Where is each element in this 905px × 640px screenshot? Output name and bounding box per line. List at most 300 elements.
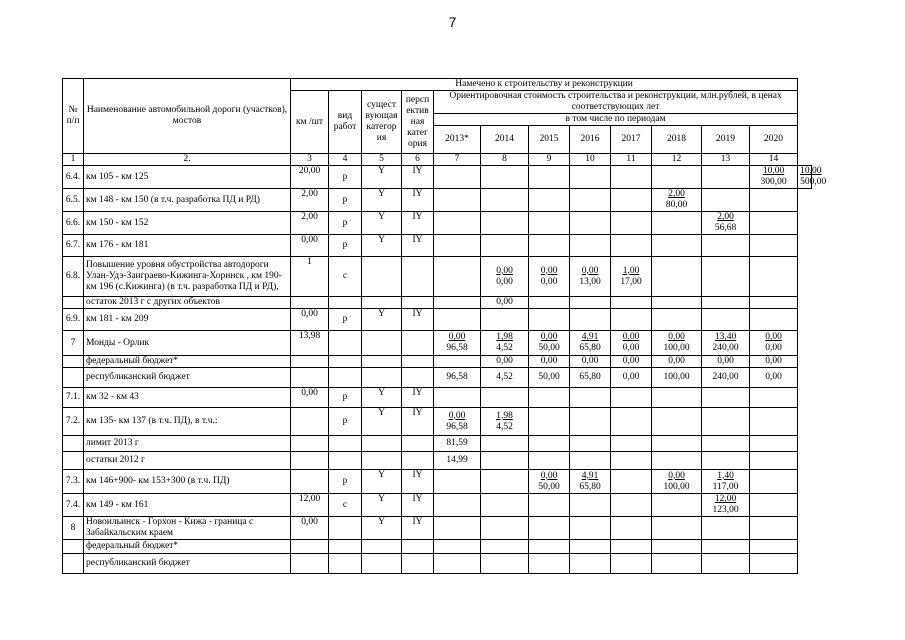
row-number: 6.9. [63,309,84,331]
cost-value: 2,00 [668,189,685,199]
row-name: км 146+900- км 153+300 (в т.ч. ПД) [84,470,291,494]
header-year: 2016 [570,126,611,154]
row-year-value [481,368,529,388]
table-row [63,309,812,331]
row-year-value [702,517,750,540]
row-year-value [750,189,798,212]
header-column-number: 7 [434,154,481,166]
row-name: км 150 - км 152 [84,212,291,235]
row-year-value [570,189,611,212]
row-year-value [750,517,798,540]
row-work-type [329,356,362,368]
cost-value: 1,98 [496,410,513,421]
row-km [291,554,329,574]
table-row [63,189,812,212]
row-year-value [570,408,611,436]
row-prospective-category [402,356,434,368]
row-year-value [529,166,570,189]
row-number: 7.3. [63,470,84,494]
row-year-value [570,356,611,368]
row-year-value [481,517,529,540]
row-year-value [702,388,750,408]
cost-value: 4,52 [496,421,513,432]
row-year-value [529,235,570,257]
cost-value: 0,00 [540,470,558,481]
row-year-value [702,309,750,331]
table-row [63,368,812,388]
row-year-value [481,166,529,189]
row-km: 0,00 [291,517,329,540]
row-year-value [570,436,611,452]
row-year-value [702,297,750,309]
cost-value: 0,00 [622,356,640,366]
header-column-number: 3 [291,154,329,166]
row-prospective-category: IY [402,388,434,408]
row-existing-category: Y [362,235,402,257]
row-year-value [570,212,611,235]
row-km: 20,00 [291,166,329,189]
row-km [291,356,329,368]
row-year-value [652,166,702,189]
row-year-value [529,436,570,452]
row-existing-category [362,368,402,388]
cost-value: 0,00 [668,332,685,342]
row-year-value [529,540,570,554]
header-column-number: 11 [611,154,652,166]
row-year-value [570,368,611,388]
row-year-value [529,388,570,408]
row-year-value [434,235,481,257]
row-year-value [798,166,827,189]
row-year-value [529,554,570,574]
row-name: федеральный бюджет* [84,356,291,368]
cost-value: 0,00 [540,276,558,287]
row-year-value [702,189,750,212]
row-existing-category [362,297,402,309]
row-year-value [529,368,570,388]
row-year-value [481,470,529,494]
row-prospective-category: IY [402,189,434,212]
row-year-value [750,166,798,189]
row-existing-category: Y [362,189,402,212]
row-prospective-category: IY [402,517,434,540]
cost-value: 500,00 [800,177,827,187]
row-name: остатки 2012 г [84,452,291,470]
header-column-number: 1 [63,154,84,166]
row-year-value [702,331,750,356]
row-year-value [702,554,750,574]
row-year-value [611,554,652,574]
row-work-type [329,331,362,356]
row-km: 0,00 [291,309,329,331]
row-existing-category [362,356,402,368]
row-year-value [652,388,702,408]
row-name: км 135- км 137 (в т.ч. ПД), в т.ч.: [84,408,291,436]
cost-value: 117,00 [712,481,739,492]
cost-value: 0,00 [717,356,734,366]
header-col-name: Наименование автомобильной дороги (участков), мостов [84,79,291,154]
row-work-type [329,297,362,309]
row-existing-category [362,540,402,554]
cost-value: 96,58 [446,372,468,382]
table-row [63,452,812,470]
row-year-value [529,517,570,540]
cost-value: 4,91 [581,470,599,481]
row-prospective-category [402,257,434,297]
row-existing-category [362,331,402,356]
row-prospective-category [402,540,434,554]
row-year-value [652,540,702,554]
cost-value: 0,00 [581,265,599,276]
table-row [63,212,812,235]
row-year-value [750,388,798,408]
table-row [63,331,812,356]
row-prospective-category [402,452,434,470]
table-row [63,166,812,189]
row-year-value [570,540,611,554]
cost-value: 0,00 [448,410,466,421]
row-year-value [702,470,750,494]
cost-value: 10,00 [800,166,822,176]
row-year-value [529,408,570,436]
row-year-value [570,235,611,257]
construction-plan-table [62,78,827,574]
table-row [63,554,812,574]
row-year-value [434,540,481,554]
cost-value: 1,40 [717,470,734,481]
row-existing-category: Y [362,494,402,517]
row-year-value [652,356,702,368]
row-year-value [481,189,529,212]
row-year-value [481,540,529,554]
table-row [63,436,812,452]
row-year-value [702,494,750,517]
table-row [63,517,812,540]
cost-value: 10,00 [762,166,785,176]
cost-value: 17,00 [620,276,642,287]
row-year-value [652,235,702,257]
row-year-value [611,408,652,436]
row-existing-category [362,554,402,574]
row-km [291,452,329,470]
row-year-value [529,494,570,517]
row-work-type: р [329,189,362,212]
row-name: Повышение уровня обустройства автодороги Улан-Удэ-Заиграево-Кижинга-Хоринск , км 190- км 196 (с.Кижинга) (в т.ч. разработка ПД и РД), [84,257,291,297]
cost-value: 1,00 [622,265,640,276]
header-by-periods: в том числе по периодам [434,114,798,126]
row-prospective-category: IY [402,408,434,436]
row-prospective-category [402,554,434,574]
header-col-km: км /шт [291,91,329,154]
table-row [63,540,812,554]
row-year-value [611,331,652,356]
row-name: км 148 - км 150 (в т.ч. разработка ПД и РД) [84,189,291,212]
row-year-value [750,297,798,309]
row-prospective-category [402,436,434,452]
header-column-number: 10 [570,154,611,166]
table-row [63,356,812,368]
row-year-value [611,368,652,388]
row-year-value [434,257,481,297]
cost-value: 4,91 [581,332,599,342]
row-prospective-category [402,368,434,388]
header-year: 2020 [750,126,798,154]
row-km: 2,00 [291,189,329,212]
header-col-num: № п/п [63,79,84,154]
row-year-value [481,235,529,257]
cost-value: 0,00 [668,470,685,481]
row-number: 7.2. [63,408,84,436]
cost-value: 50,00 [538,481,560,492]
row-year-value [529,257,570,297]
cost-value: 13,40 [714,332,737,342]
row-name: республиканский бюджет [84,554,291,574]
row-km: 12,00 [291,494,329,517]
cost-value: 0,00 [765,372,782,382]
row-prospective-category: IY [402,309,434,331]
row-prospective-category: IY [402,494,434,517]
row-year-value [750,554,798,574]
row-work-type: р [329,309,362,331]
table-row [63,235,812,257]
row-year-value [750,540,798,554]
cost-value: 65,80 [579,372,601,382]
row-year-value [481,257,529,297]
row-number: 6.6. [63,212,84,235]
row-work-type: р [329,212,362,235]
row-existing-category [362,436,402,452]
header-column-number: 8 [481,154,529,166]
row-number [63,540,84,554]
row-year-value [570,309,611,331]
row-year-value [570,166,611,189]
row-year-value [434,331,481,356]
cost-value: 0,00 [765,332,782,342]
row-year-value [652,189,702,212]
cost-value: 80,00 [665,200,688,210]
row-year-value [434,368,481,388]
header-planned: Намечено к строительству и реконструкции [291,79,798,91]
row-existing-category: Y [362,517,402,540]
header-year: 2018 [652,126,702,154]
cost-value: 123,00 [712,505,739,515]
page-number: 7 [448,14,457,30]
cost-value: 2,00 [717,212,734,222]
header-col-type: вид работ [329,91,362,154]
row-year-value [611,166,652,189]
row-year-value [702,368,750,388]
cost-value: 0,00 [540,356,558,366]
header-year: 2015 [529,126,570,154]
row-year-value [434,297,481,309]
row-km: 0,00 [291,235,329,257]
cost-value: 0,00 [765,343,782,353]
row-existing-category: Y [362,470,402,494]
row-year-value [652,494,702,517]
cost-value: 0,00 [668,356,685,366]
row-km: 13,98 [291,331,329,356]
cost-value: 100,00 [663,343,690,353]
cost-value: 0,00 [622,332,640,342]
cost-value: 1,98 [496,332,513,342]
row-year-value [652,517,702,540]
row-year-value [434,309,481,331]
row-work-type: р [329,235,362,257]
row-year-value [750,331,798,356]
row-name: лимит 2013 г [84,436,291,452]
row-year-value [750,470,798,494]
row-year-value [529,212,570,235]
row-work-type: с [329,257,362,297]
table-row [63,470,812,494]
row-name: республиканский бюджет [84,368,291,388]
row-name: Монды - Орлик [84,331,291,356]
row-number [63,436,84,452]
cost-value: 12,00 [714,494,737,504]
row-year-value [702,356,750,368]
header-col-existing: сущест вующая категор ия [362,91,402,154]
cost-value: 0,00 [496,356,513,366]
row-year-value [702,408,750,436]
row-work-type [329,436,362,452]
row-year-value [652,470,702,494]
row-km: 1 [291,257,329,297]
row-km: 0,00 [291,388,329,408]
row-year-value [611,540,652,554]
row-year-value [702,166,750,189]
row-number [63,452,84,470]
header-column-number: 6 [402,154,434,166]
row-year-value [611,470,652,494]
cost-value: 0,00 [448,332,466,342]
row-year-value [570,452,611,470]
row-year-value [434,436,481,452]
header-year: 2019 [702,126,750,154]
row-year-value [481,212,529,235]
row-year-value [611,309,652,331]
row-year-value [570,297,611,309]
cost-value: 0,00 [622,372,640,382]
row-year-value [611,356,652,368]
row-year-value [481,408,529,436]
row-year-value [434,166,481,189]
row-year-value [611,388,652,408]
row-year-value [652,436,702,452]
row-year-value [611,436,652,452]
row-year-value [570,494,611,517]
table-row [63,388,812,408]
row-year-value [434,408,481,436]
row-number [63,356,84,368]
row-number [63,297,84,309]
row-year-value [611,297,652,309]
header-year: 2017 [611,126,652,154]
row-year-value [570,517,611,540]
row-year-value [529,189,570,212]
row-year-value [652,331,702,356]
cost-value: 0,00 [496,265,513,276]
cost-value: 0,00 [540,265,558,276]
row-work-type [329,554,362,574]
row-year-value [611,452,652,470]
row-year-value [750,368,798,388]
row-work-type: р [329,388,362,408]
cost-value: 0,00 [622,343,640,353]
cost-value: 65,80 [579,343,601,353]
row-number: 7 [63,331,84,356]
cost-value: 13,00 [579,276,601,287]
row-work-type: р [329,166,362,189]
row-year-value [750,235,798,257]
row-existing-category: Y [362,388,402,408]
header-column-number: 14 [750,154,798,166]
row-number [63,368,84,388]
header-year: 2014 [481,126,529,154]
row-name: км 32 - км 43 [84,388,291,408]
row-year-value [750,212,798,235]
row-name: км 181 - км 209 [84,309,291,331]
row-work-type: р [329,470,362,494]
row-year-value [434,189,481,212]
cost-value: 50,00 [538,372,560,382]
cost-value: 0,00 [496,276,513,287]
row-prospective-category: IY [402,212,434,235]
row-year-value [611,235,652,257]
row-year-value [750,356,798,368]
header-year: 2013* [434,126,481,154]
row-year-value [611,494,652,517]
row-km [291,368,329,388]
row-year-value [481,554,529,574]
cost-value: 14,99 [446,455,468,465]
header-cost-title: Ориентировочная стоимость строительства и реконструкции, млн.рублей, в ценах соответствующих лет [434,91,798,114]
row-year-value [611,189,652,212]
row-year-value [434,517,481,540]
row-year-value [529,356,570,368]
cost-value: 56,68 [714,223,737,233]
row-year-value [481,452,529,470]
header-column-number: 12 [652,154,702,166]
row-existing-category [362,452,402,470]
row-year-value [529,452,570,470]
cost-value: 0,00 [496,297,513,307]
row-work-type [329,517,362,540]
table-row [63,297,812,309]
row-prospective-category [402,297,434,309]
row-existing-category [362,257,402,297]
row-existing-category: Y [362,212,402,235]
row-year-value [481,436,529,452]
row-year-value [652,309,702,331]
cost-value: 300,00 [760,177,787,187]
row-year-value [529,470,570,494]
header-column-number: 9 [529,154,570,166]
row-year-value [570,257,611,297]
row-year-value [611,517,652,540]
row-km [291,408,329,436]
row-year-value [702,436,750,452]
table-row [63,494,812,517]
row-name: Новоильинск - Горхон - Кижа - граница с Забайкальским краем [84,517,291,540]
row-year-value [529,309,570,331]
cost-value: 240,00 [712,343,739,353]
cost-value: 0,00 [540,332,558,342]
row-work-type [329,540,362,554]
cost-value: 4,52 [496,372,513,382]
row-year-value [434,356,481,368]
row-year-value [481,388,529,408]
row-year-value [750,408,798,436]
